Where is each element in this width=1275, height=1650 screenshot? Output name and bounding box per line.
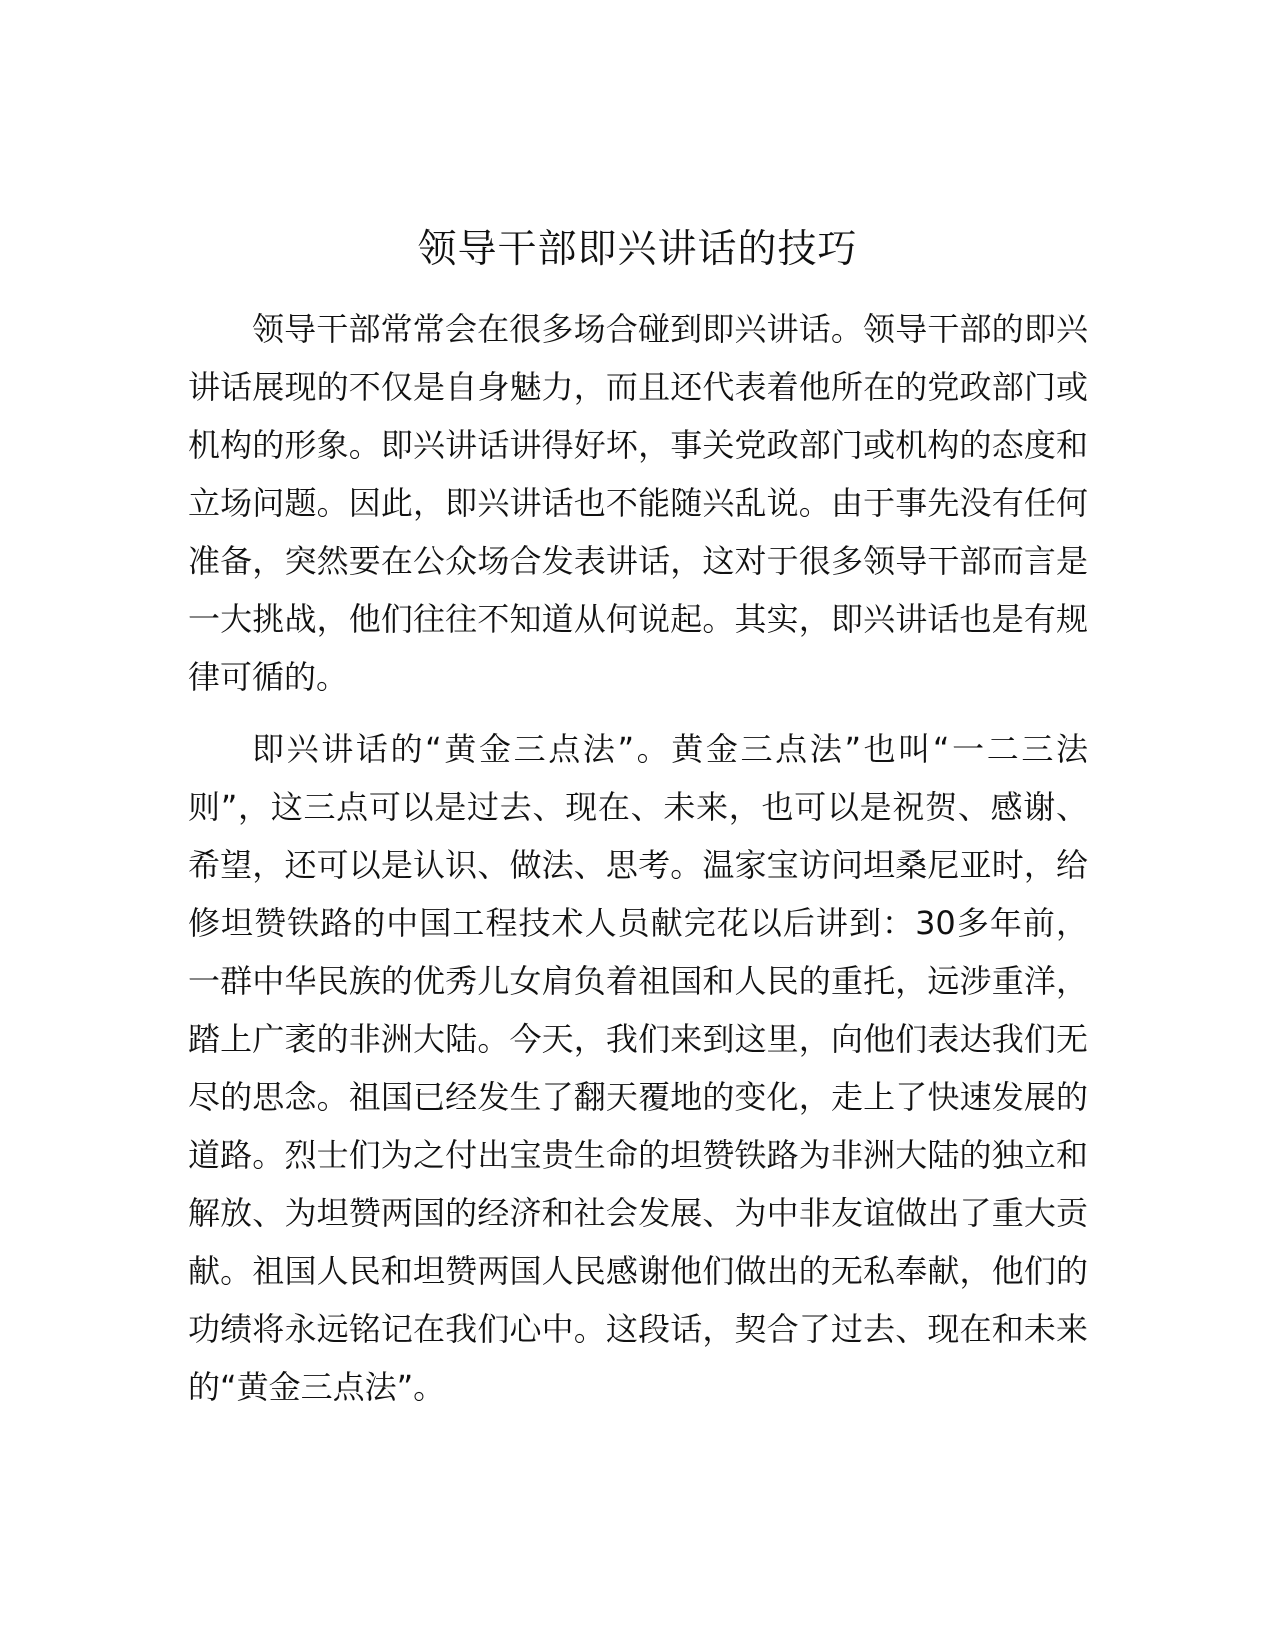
paragraph-golden-three-points: 即兴讲话的“黄金三点法”。黄金三点法”也叫“一二三法则”，这三点可以是过去、现在、未来，也可以是祝贺、感谢、希望，还可以是认识、做法、思考。温家宝访问坦桑尼亚时，给修坦赞铁路的中国工程技术人员献完花以后讲到：30多年前，一群中华民族的优秀儿女肩负着祖国和人民的重托，远涉重洋，踏上广袤的非洲大陆。今天，我们来到这里，向他们表达我们无尽的思念。祖国已经发生了翻天覆地的变化，走上了快速发展的道路。烈士们为之付出宝贵生命的坦赞铁路为非洲大陆的独立和解放、为坦赞两国的经济和社会发展、为中非友谊做出了重大贡献。祖国人民和坦赞两国人民感谢他们做出的无私奉献，他们的功绩将永远铭记在我们心中。这段话，契合了过去、现在和未来的“黄金三点法”。 xyxy=(188,730,1088,1406)
document-body xyxy=(188,300,1088,1430)
paragraph-intro: 领导干部常常会在很多场合碰到即兴讲话。领导干部的即兴讲话展现的不仅是自身魅力，而且还代表着他所在的党政部门或机构的形象。即兴讲话讲得好坏，事关党政部门或机构的态度和立场问题。因此，即兴讲话也不能随兴乱说。由于事先没有任何准备，突然要在公众场合发表讲话，这对于很多领导干部而言是一大挑战，他们往往不知道从何说起。其实，即兴讲话也是有规律可循的。 xyxy=(188,310,1088,696)
document-title: 领导干部即兴讲话的技巧 xyxy=(417,227,858,272)
